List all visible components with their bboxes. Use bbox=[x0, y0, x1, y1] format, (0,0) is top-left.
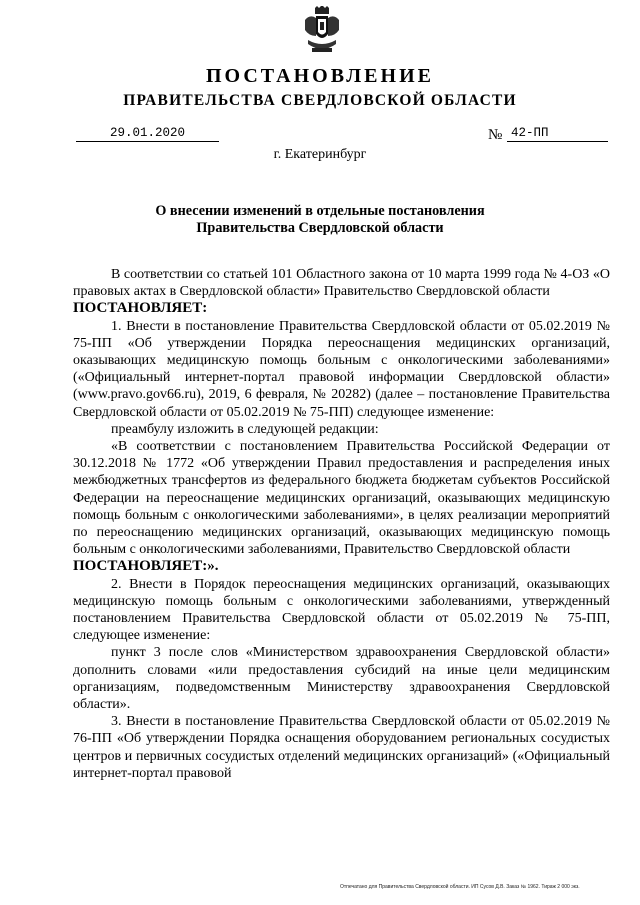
heading-line-2: Правительства Свердловской области bbox=[196, 220, 444, 236]
coat-of-arms-emblem bbox=[302, 6, 342, 56]
document-city: г. Екатеринбург bbox=[273, 147, 367, 162]
item-1-paragraph: 1. Внести в постановление Правительства Свердловской области от 05.02.2019 № 75-ПП «Об утверждении Порядка переоснащения медицинских организаций, оказывающих медицинскую помощь больным с онкологическими заболеваниями» («Официальный интернет-портал правовой информации Свердловской области» (www.pravo.gov66.ru), 2019, 6 февраля, № 20282) (далее – постановление Правительства Свердловской области от 05.02.2019 № 75-ПП) следующее изменение: bbox=[73, 318, 610, 420]
quote-decree-word: ПОСТАНОВЛЯЕТ:». bbox=[73, 558, 219, 575]
document-body bbox=[73, 266, 610, 782]
decree-word: ПОСТАНОВЛЯЕТ: bbox=[73, 300, 208, 317]
item-3-paragraph: 3. Внести в постановление Правительства Свердловской области от 05.02.2019 № 76-ПП «Об утверждении Порядка оснащения оборудованием региональных сосудистых центров и первичных сосудистых отделений медицинских организаций» («Официальный интернет-портал правовой bbox=[73, 714, 610, 781]
number-sign: № bbox=[488, 127, 503, 143]
document-date: 29.01.2020 bbox=[76, 126, 219, 142]
coat-of-arms-icon bbox=[302, 6, 342, 56]
intro-paragraph: В соответствии со статьей 101 Областного закона от 10 марта 1999 года № 4-ОЗ «О правовых актах в Свердловской области» Правительство Свердловской области bbox=[73, 267, 610, 300]
document-title: ПОСТАНОВЛЕНИЕ bbox=[206, 65, 434, 87]
print-note: Отпечатано для Правительства Свердловской области. ИП Сусов Д.В. Заказ № 1962. Тираж 2 000 экз. bbox=[340, 884, 580, 890]
document-number: 42-ПП bbox=[507, 126, 608, 142]
heading-line-1: О внесении изменений в отдельные постановления bbox=[155, 203, 485, 219]
item-2-paragraph: 2. Внести в Порядок переоснащения медицинских организаций, оказывающих медицинскую помощь больным с онкологическими заболеваниями, утвержденный постановлением Правительства Свердловской области от 05.02.2019 № 75-ПП, следующее изменение: bbox=[73, 576, 610, 644]
document-issuer: ПРАВИТЕЛЬСТВА СВЕРДЛОВСКОЙ ОБЛАСТИ bbox=[123, 92, 517, 109]
item-2-sub-paragraph: пункт 3 после слов «Министерством здравоохранения Свердловской области» дополнить словами «или предоставления субсидий на иные цели медицинским организациям, подведомственным Министерству здравоохранения Свердловской области». bbox=[73, 645, 610, 713]
item-1-quote-paragraph: «В соответствии с постановлением Правительства Российской Федерации от 30.12.2018 № 1772 «Об утверждении Правил предоставления и распределения иных межбюджетных трансфертов из федерального бюджета бюджетам субъектов Российской Федерации на переоснащение медицинских организаций, оказывающих медицинскую помощь больным с онкологическими заболеваниями», в целях реализации мероприятий по переоснащению медицинских организаций, оказывающих медицинскую помощь больным с онкологическими заболеваниями, Правительство Свердловской области bbox=[73, 439, 610, 558]
item-1-sub-paragraph: преамбулу изложить в следующей редакции: bbox=[111, 421, 379, 437]
document-heading bbox=[0, 203, 640, 237]
